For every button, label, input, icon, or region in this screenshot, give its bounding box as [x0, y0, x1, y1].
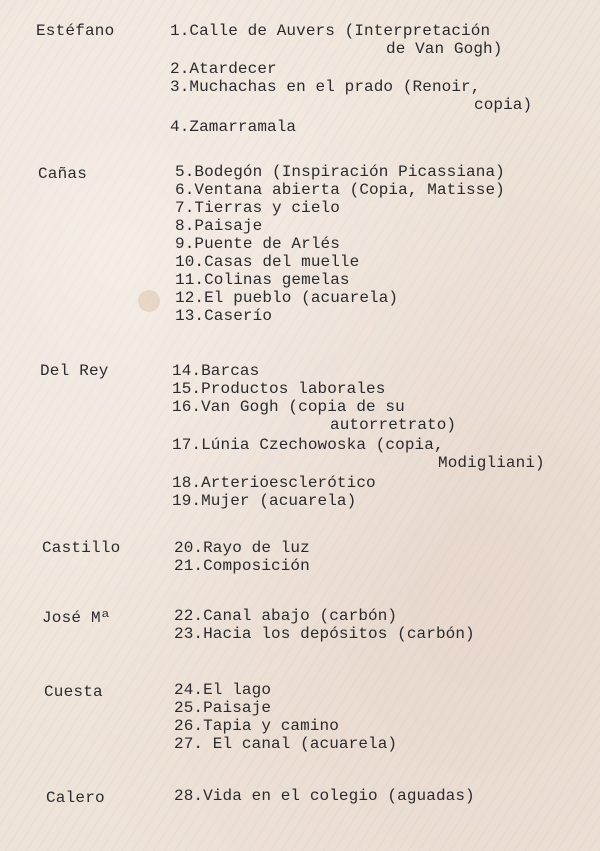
artist-name: Cuesta — [44, 683, 103, 701]
artist-name: Calero — [46, 789, 105, 807]
work-item-7: 7.Tierras y cielo — [175, 199, 340, 217]
work-item-17-continuation: Modigliani) — [438, 454, 545, 472]
artist-name: Cañas — [38, 165, 88, 183]
work-item-24: 24.El lago — [174, 681, 272, 699]
paper-stain — [138, 290, 160, 312]
work-item-16-continuation: autorretrato) — [330, 416, 457, 434]
artist-name: José Mª — [42, 609, 111, 627]
work-item-25: 25.Paisaje — [174, 699, 272, 717]
work-item-27: 27. El canal (acuarela) — [174, 735, 398, 753]
artist-name: Del Rey — [40, 362, 109, 380]
work-list — [174, 539, 310, 575]
work-item-16: 16.Van Gogh (copia de su — [172, 398, 405, 416]
work-item-12: 12.El pueblo (acuarela) — [175, 289, 399, 307]
work-item-11: 11.Colinas gemelas — [175, 271, 350, 289]
work-item-23: 23.Hacia los depósitos (carbón) — [174, 625, 475, 643]
work-item-20: 20.Rayo de luz — [174, 539, 310, 557]
work-item-5: 5.Bodegón (Inspiración Picassiana) — [175, 163, 505, 181]
work-item-8: 8.Paisaje — [175, 217, 263, 235]
work-item-3-continuation: copia) — [474, 96, 533, 114]
work-item-17: 17.Lúnia Czechowoska (copia, — [172, 436, 444, 454]
artist-name: Estéfano — [36, 22, 115, 40]
work-item-1-continuation: de Van Gogh) — [386, 40, 503, 58]
work-list — [170, 22, 532, 136]
work-list — [174, 787, 475, 805]
work-item-22: 22.Canal abajo (carbón) — [174, 607, 398, 625]
work-item-21: 21.Composición — [174, 557, 310, 575]
work-item-3: 3.Muchachas en el prado (Renoir, — [170, 78, 481, 96]
work-item-10: 10.Casas del muelle — [175, 253, 360, 271]
work-item-1: 1.Calle de Auvers (Interpretación — [170, 22, 491, 40]
work-item-26: 26.Tapia y camino — [174, 717, 339, 735]
work-item-6: 6.Ventana abierta (Copia, Matisse) — [175, 181, 505, 199]
work-item-28: 28.Vida en el colegio (aguadas) — [174, 787, 475, 805]
work-item-14: 14.Barcas — [172, 362, 260, 380]
work-item-18: 18.Arterioesclerótico — [172, 474, 376, 492]
work-item-13: 13.Caserío — [175, 307, 273, 325]
artist-name: Castillo — [42, 539, 121, 557]
work-list — [174, 681, 397, 753]
work-item-15: 15.Productos laborales — [172, 380, 386, 398]
work-item-19: 19.Mujer (acuarela) — [172, 492, 357, 510]
work-list — [175, 163, 505, 325]
work-list — [172, 362, 545, 510]
work-item-4: 4.Zamarramala — [170, 118, 297, 136]
work-list — [174, 607, 475, 643]
work-item-9: 9.Puente de Arlés — [175, 235, 340, 253]
work-item-2: 2.Atardecer — [170, 60, 277, 78]
